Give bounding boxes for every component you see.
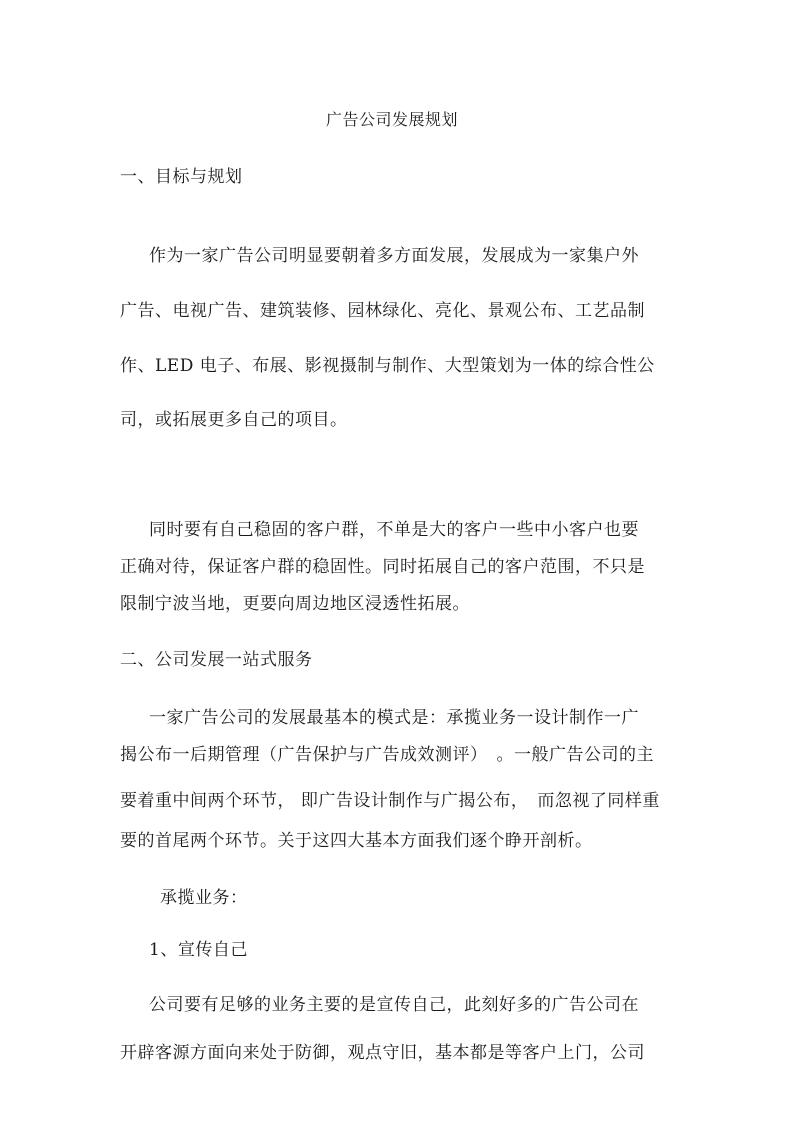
paragraph-line: 司，或拓展更多自己的项目。: [120, 410, 348, 430]
paragraph-line: 广告、电视广告、建筑装修、园林绿化、亮化、景观公布、工艺品制: [120, 301, 645, 321]
paragraph-line: 正确对待，保证客户群的稳固性。同时拓展自己的客户范围，不只是: [120, 557, 645, 577]
paragraph-line: 限制宁波当地，更要向周边地区浸透性拓展。: [120, 594, 470, 614]
section-heading-goals: 一、目标与规划: [120, 167, 243, 187]
paragraph-line: 要的首尾两个环节。关于这四大基本方面我们逐个睁开剖析。: [120, 831, 593, 851]
sub-heading-business: 承揽业务：: [160, 888, 248, 908]
paragraph-line: 开辟客源方面向来处于防御，观点守旧，基本都是等客户上门，公司: [120, 1043, 645, 1063]
item-heading-self-promotion: 1、宣传自己: [149, 940, 248, 960]
paragraph-line: 作为一家广告公司明显要朝着多方面发展，发展成为一家集户外: [149, 246, 639, 266]
paragraph-line: 揭公布一后期管理（广告保护与广告成效测评） 。一般广告公司的主: [120, 745, 654, 765]
paragraph-line: 作、LED 电子、布展、影视摄制与制作、大型策划为一体的综合性公: [120, 356, 655, 376]
document-title: 广告公司发展规划: [326, 110, 459, 129]
paragraph-line: 同时要有自己稳固的客户群，不单是大的客户一些中小客户也要: [149, 520, 639, 540]
paragraph-line: 一家广告公司的发展最基本的模式是：承揽业务一设计制作一广: [149, 708, 639, 728]
section-heading-services: 二、公司发展一站式服务: [120, 650, 313, 670]
paragraph-line: 要着重中间两个环节， 即广告设计制作与广揭公布， 而忽视了同样重: [120, 791, 660, 811]
paragraph-line: 公司要有足够的业务主要的是宣传自己，此刻好多的广告公司在: [149, 995, 639, 1015]
